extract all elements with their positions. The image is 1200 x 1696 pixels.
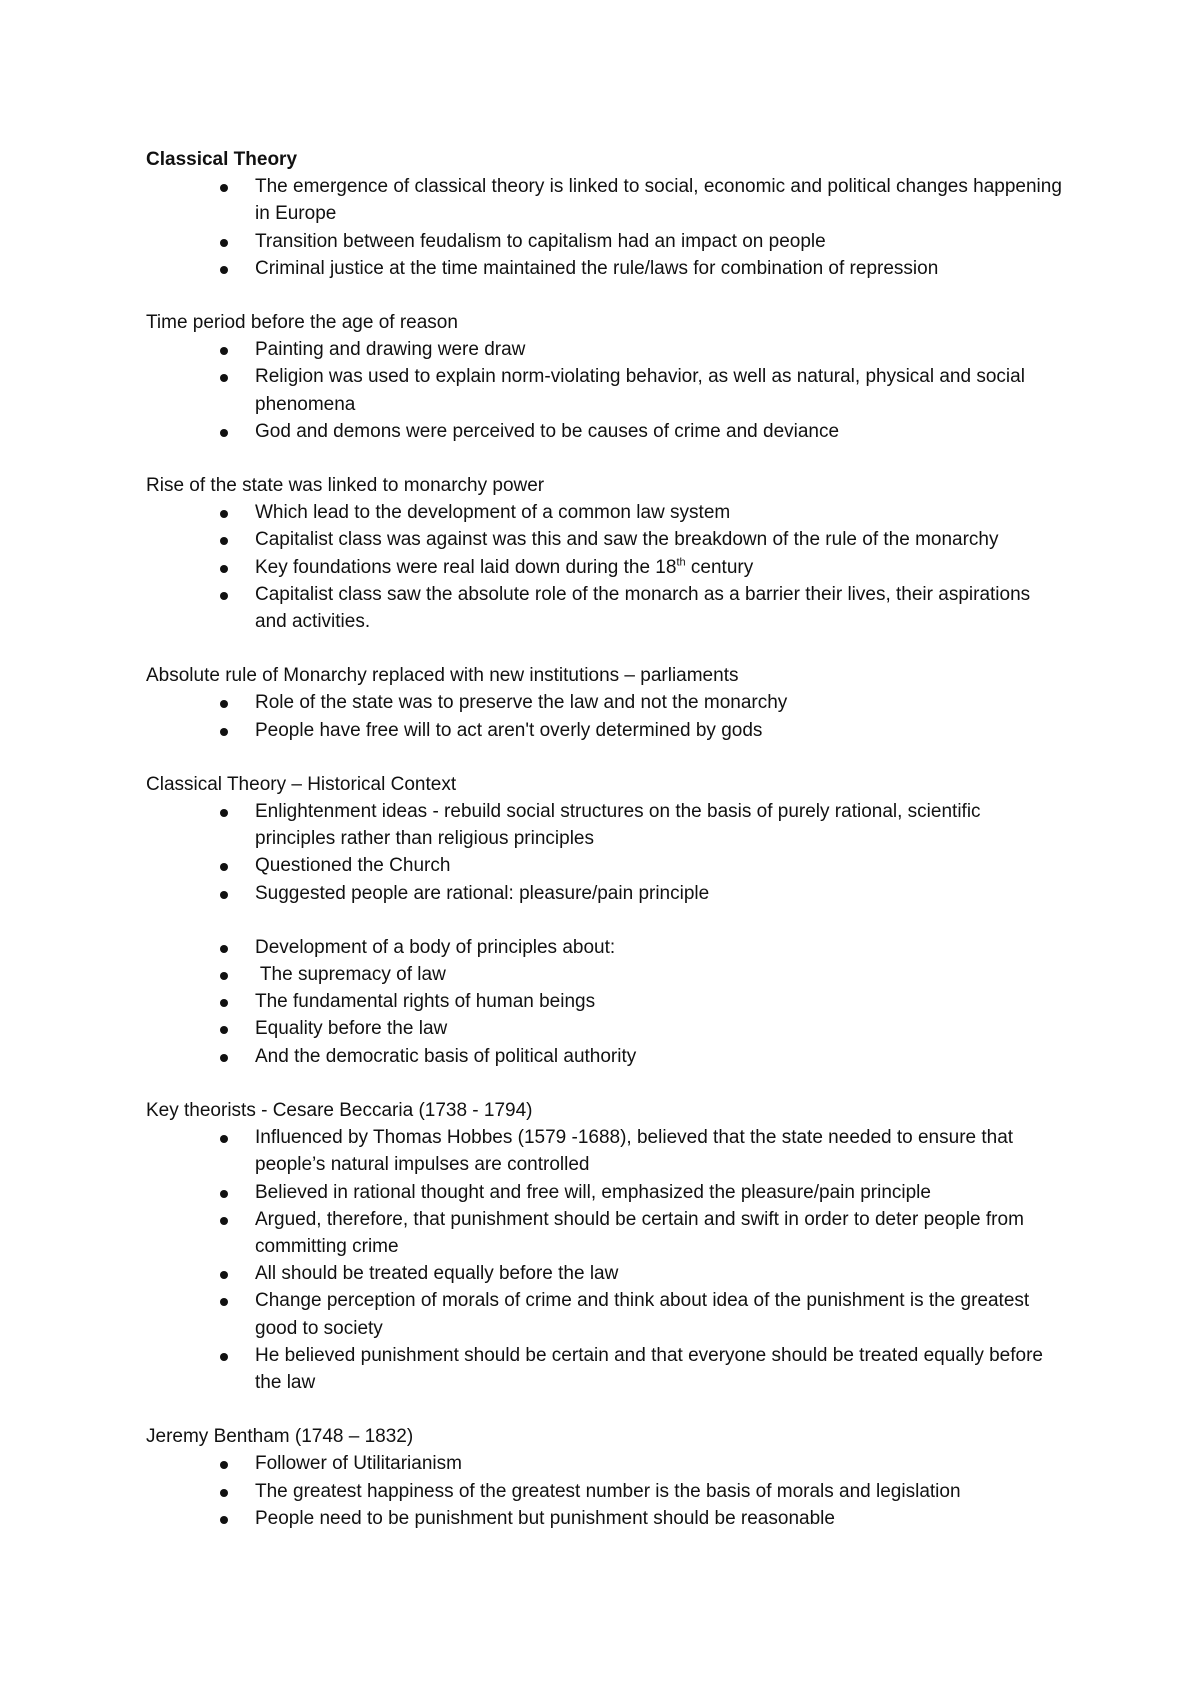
section-absolute-rule xyxy=(146,662,1066,744)
bullet-icon xyxy=(220,728,228,736)
bullet-item: The supremacy of law xyxy=(146,961,1066,988)
section-heading: Key theorists - Cesare Beccaria (1738 - 1794) xyxy=(146,1099,533,1121)
bullet-item: Argued, therefore, that punishment should be certain and swift in order to deter people from committing crime xyxy=(146,1206,1066,1260)
bullet-icon xyxy=(220,592,228,600)
bullet-item: Equality before the law xyxy=(146,1015,1066,1042)
bullet-icon xyxy=(220,510,228,518)
list-gap xyxy=(146,907,1066,934)
section-heading: Classical Theory – Historical Context xyxy=(146,773,457,795)
bullet-icon xyxy=(220,1190,228,1198)
section-classical-theory xyxy=(146,146,1066,282)
bullet-item: Capitalist class was against was this and saw the breakdown of the rule of the monarchy xyxy=(146,526,1066,553)
section-bentham xyxy=(146,1423,1066,1532)
bullet-list xyxy=(146,689,1066,743)
bullet-icon xyxy=(220,1353,228,1361)
bullet-item: Role of the state was to preserve the law and not the monarchy xyxy=(146,689,1066,716)
bullet-list xyxy=(146,934,1066,1070)
bullet-item: Religion was used to explain norm-violating behavior, as well as natural, physical and social phenomena xyxy=(146,363,1066,417)
bullet-item: Transition between feudalism to capitalism had an impact on people xyxy=(146,228,1066,255)
section-rise-of-state xyxy=(146,472,1066,635)
bullet-item: Painting and drawing were draw xyxy=(146,336,1066,363)
bullet-icon xyxy=(220,700,228,708)
bullet-icon xyxy=(220,863,228,871)
section-historical-context xyxy=(146,771,1066,1070)
section-heading: Absolute rule of Monarchy replaced with new institutions – parliaments xyxy=(146,665,739,687)
bullet-icon xyxy=(220,429,228,437)
bullet-list xyxy=(146,798,1066,907)
bullet-item: Questioned the Church xyxy=(146,852,1066,879)
section-heading: Time period before the age of reason xyxy=(146,312,458,334)
bullet-item: Suggested people are rational: pleasure/pain principle xyxy=(146,880,1066,907)
bullet-item: Capitalist class saw the absolute role of the monarch as a barrier their lives, their aspirations and activities. xyxy=(146,581,1066,635)
bullet-icon xyxy=(220,891,228,899)
bullet-item: Criminal justice at the time maintained the rule/laws for combination of repression xyxy=(146,255,1066,282)
bullet-item: God and demons were perceived to be causes of crime and deviance xyxy=(146,418,1066,445)
bullet-item: People have free will to act aren't overly determined by gods xyxy=(146,717,1066,744)
bullet-item: Key foundations were real laid down during the 18th century xyxy=(146,554,1066,581)
bullet-list xyxy=(146,336,1066,445)
bullet-item: Which lead to the development of a common law system xyxy=(146,499,1066,526)
bullet-icon xyxy=(220,266,228,274)
bullet-icon xyxy=(220,1489,228,1497)
bullet-list xyxy=(146,499,1066,635)
bullet-icon xyxy=(220,347,228,355)
bullet-icon xyxy=(220,809,228,817)
bullet-item: All should be treated equally before the law xyxy=(146,1260,1066,1287)
section-heading: Classical Theory xyxy=(146,149,298,170)
bullet-icon xyxy=(220,374,228,382)
bullet-item: Development of a body of principles about: xyxy=(146,934,1066,961)
bullet-item: Influenced by Thomas Hobbes (1579 -1688), believed that the state needed to ensure that people’s natural impulses are controlled xyxy=(146,1124,1066,1178)
bullet-icon xyxy=(220,1026,228,1034)
bullet-icon xyxy=(220,1217,228,1225)
bullet-item: The greatest happiness of the greatest number is the basis of morals and legislation xyxy=(146,1478,1066,1505)
bullet-item: Enlightenment ideas - rebuild social structures on the basis of purely rational, scientific principles rather than religious principles xyxy=(146,798,1066,852)
bullet-item: The emergence of classical theory is linked to social, economic and political changes happening in Europe xyxy=(146,173,1066,227)
section-heading: Rise of the state was linked to monarchy power xyxy=(146,475,545,497)
bullet-icon xyxy=(220,184,228,192)
bullet-icon xyxy=(220,537,228,545)
bullet-icon xyxy=(220,1461,228,1469)
bullet-icon xyxy=(220,1298,228,1306)
bullet-icon xyxy=(220,1135,228,1143)
bullet-list xyxy=(146,1450,1066,1532)
bullet-icon xyxy=(220,565,228,573)
bullet-item: Follower of Utilitarianism xyxy=(146,1450,1066,1477)
bullet-icon xyxy=(220,945,228,953)
bullet-item: Believed in rational thought and free will, emphasized the pleasure/pain principle xyxy=(146,1179,1066,1206)
bullet-item: Change perception of morals of crime and think about idea of the punishment is the greatest good to society xyxy=(146,1287,1066,1341)
section-heading: Jeremy Bentham (1748 – 1832) xyxy=(146,1426,414,1448)
bullet-icon xyxy=(220,999,228,1007)
bullet-icon xyxy=(220,1516,228,1524)
bullet-icon xyxy=(220,239,228,247)
bullet-item: He believed punishment should be certain and that everyone should be treated equally before the law xyxy=(146,1342,1066,1396)
section-age-of-reason xyxy=(146,309,1066,445)
bullet-item: People need to be punishment but punishment should be reasonable xyxy=(146,1505,1066,1532)
bullet-item: The fundamental rights of human beings xyxy=(146,988,1066,1015)
bullet-item: And the democratic basis of political authority xyxy=(146,1043,1066,1070)
section-beccaria xyxy=(146,1097,1066,1396)
bullet-list xyxy=(146,1124,1066,1396)
bullet-list xyxy=(146,173,1066,282)
bullet-icon xyxy=(220,1271,228,1279)
bullet-icon xyxy=(220,972,228,980)
bullet-icon xyxy=(220,1054,228,1062)
document-body xyxy=(146,146,1066,1559)
